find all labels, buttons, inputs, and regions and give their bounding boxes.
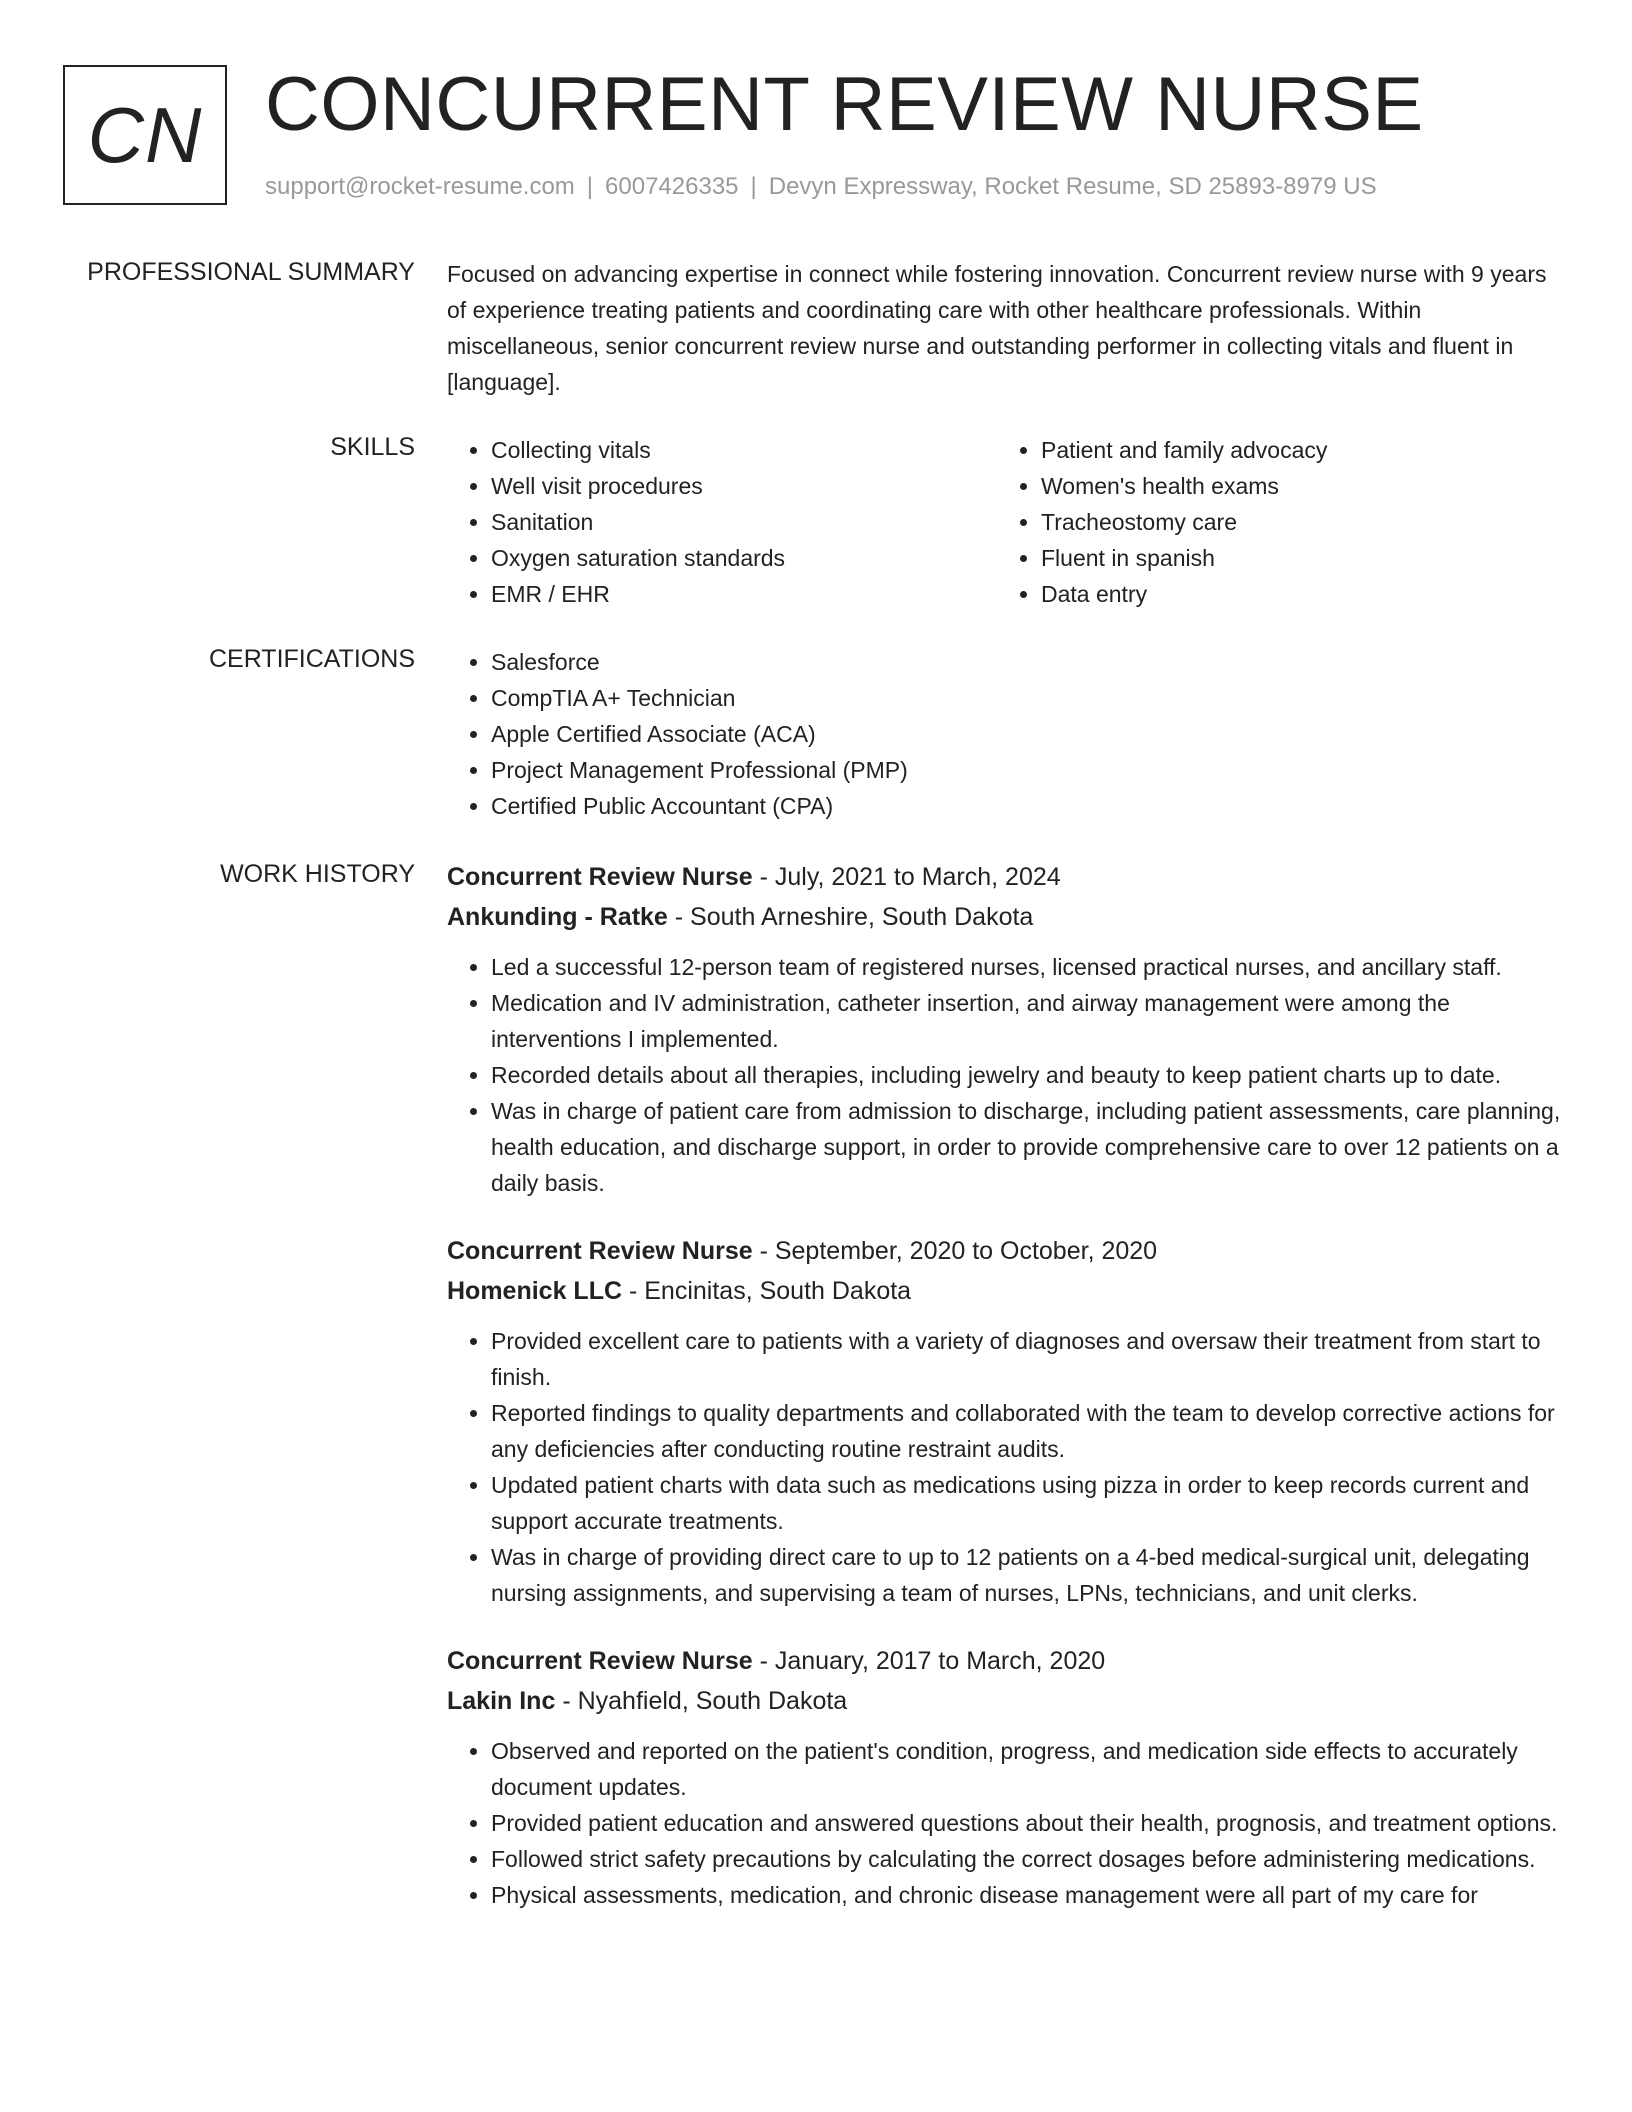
summary-text: Focused on advancing expertise in connect while fostering innovation. Concurrent review nurse with 9 years of experience treating patients and coordinating care with other healthcare professionals. Within miscellaneous, senior concurrent review nurse and outstanding performer in collecting vitals and fluent in [language].: [447, 261, 1547, 395]
skill-item: • Tracheostomy care: [1041, 504, 1547, 540]
job-title-line: [447, 1231, 1563, 1271]
job-title: Concurrent Review Nurse: [447, 1237, 753, 1265]
job-bullet: • Provided excellent care to patients with a variety of diagnoses and oversaw their treatment from start to finish.: [491, 1323, 1563, 1395]
job-title-line: [447, 857, 1563, 897]
contact-line: [265, 173, 1377, 201]
certification-item: • CompTIA A+ Technician: [491, 680, 1563, 716]
job-entry: [447, 857, 1563, 1201]
job-company-line: [447, 1271, 1563, 1311]
job-title-line: [447, 1641, 1563, 1681]
job-company-line: [447, 1681, 1563, 1721]
job-location: - Encinitas, South Dakota: [622, 1277, 912, 1305]
certifications-content: [447, 644, 1563, 824]
skill-item: • Fluent in spanish: [1041, 540, 1547, 576]
work-history-content: [447, 857, 1563, 1943]
job-dates: - January, 2017 to March, 2020: [752, 1647, 1106, 1675]
job-title: Concurrent Review Nurse: [447, 1647, 753, 1675]
certification-item: • Salesforce: [491, 644, 1563, 680]
job-location: - Nyahfield, South Dakota: [555, 1687, 848, 1715]
skills-content: [447, 432, 1563, 612]
page-title: CONCURRENT REVIEW NURSE: [265, 62, 1424, 147]
section-label-work-history: WORK HISTORY: [220, 860, 415, 888]
job-dates: - September, 2020 to October, 2020: [752, 1237, 1158, 1265]
certifications-list: [447, 644, 1563, 824]
job-bullets: [447, 1733, 1563, 1913]
skill-item: • Data entry: [1041, 576, 1547, 612]
skill-item: • Patient and family advocacy: [1041, 432, 1547, 468]
section-label-skills: SKILLS: [330, 433, 415, 461]
job-bullet: • Provided patient education and answered questions about their health, prognosis, and treatment options.: [491, 1805, 1563, 1841]
job-bullet: • Reported findings to quality departments and collaborated with the team to develop corrective actions for any deficiencies after conducting routine restraint audits.: [491, 1395, 1563, 1467]
certification-item: • Project Management Professional (PMP): [491, 752, 1563, 788]
skill-item: • Oxygen saturation standards: [491, 540, 997, 576]
skills-list-left: [447, 432, 997, 612]
job-entry: [447, 1641, 1563, 1913]
job-bullet: • Observed and reported on the patient's condition, progress, and medication side effects to accurately document updates.: [491, 1733, 1563, 1805]
job-entry: [447, 1231, 1563, 1611]
job-title: Concurrent Review Nurse: [447, 863, 753, 891]
skill-item: • Well visit procedures: [491, 468, 997, 504]
job-bullets: [447, 949, 1563, 1201]
summary-content: [447, 256, 1563, 400]
certification-item: • Apple Certified Associate (ACA): [491, 716, 1563, 752]
job-bullet: • Recorded details about all therapies, including jewelry and beauty to keep patient charts up to date.: [491, 1057, 1563, 1093]
contact-address: Devyn Expressway, Rocket Resume, SD 25893-8979 US: [768, 173, 1377, 200]
job-bullets: [447, 1323, 1563, 1611]
contact-email: support@rocket-resume.com: [265, 173, 575, 200]
job-company: Lakin Inc: [447, 1687, 556, 1715]
job-bullet: • Was in charge of patient care from admission to discharge, including patient assessments, care planning, health education, and discharge support, in order to provide comprehensive care to over 12 patients on a daily basis.: [491, 1093, 1563, 1201]
contact-phone: 6007426335: [605, 173, 739, 200]
section-label-certifications: CERTIFICATIONS: [208, 645, 415, 673]
skills-list-right: [997, 432, 1547, 612]
job-bullet: • Followed strict safety precautions by calculating the correct dosages before administering medications.: [491, 1841, 1563, 1877]
job-company: Homenick LLC: [447, 1277, 623, 1305]
monogram-box: CN: [63, 65, 227, 205]
job-company-line: [447, 897, 1563, 937]
skill-item: • Collecting vitals: [491, 432, 997, 468]
job-location: - South Arneshire, South Dakota: [667, 903, 1034, 931]
job-company: Ankunding - Ratke: [447, 903, 668, 931]
job-bullet: • Medication and IV administration, catheter insertion, and airway management were among the interventions I implemented.: [491, 985, 1563, 1057]
job-dates: - July, 2021 to March, 2024: [752, 863, 1061, 891]
resume-header: [63, 62, 1563, 210]
skill-item: • EMR / EHR: [491, 576, 997, 612]
certification-item: • Certified Public Accountant (CPA): [491, 788, 1563, 824]
skill-item: • Women's health exams: [1041, 468, 1547, 504]
contact-separator: |: [750, 173, 757, 200]
job-bullet: • Physical assessments, medication, and chronic disease management were all part of my care for: [491, 1877, 1563, 1913]
contact-separator: |: [586, 173, 594, 200]
section-label-summary: PROFESSIONAL SUMMARY: [87, 258, 415, 286]
job-bullet: • Led a successful 12-person team of registered nurses, licensed practical nurses, and ancillary staff.: [491, 949, 1563, 985]
job-bullet: • Updated patient charts with data such as medications using pizza in order to keep records current and support accurate treatments.: [491, 1467, 1563, 1539]
skill-item: • Sanitation: [491, 504, 997, 540]
job-bullet: • Was in charge of providing direct care to up to 12 patients on a 4-bed medical-surgical unit, delegating nursing assignments, and supervising a team of nurses, LPNs, technicians, and unit clerks.: [491, 1539, 1563, 1611]
